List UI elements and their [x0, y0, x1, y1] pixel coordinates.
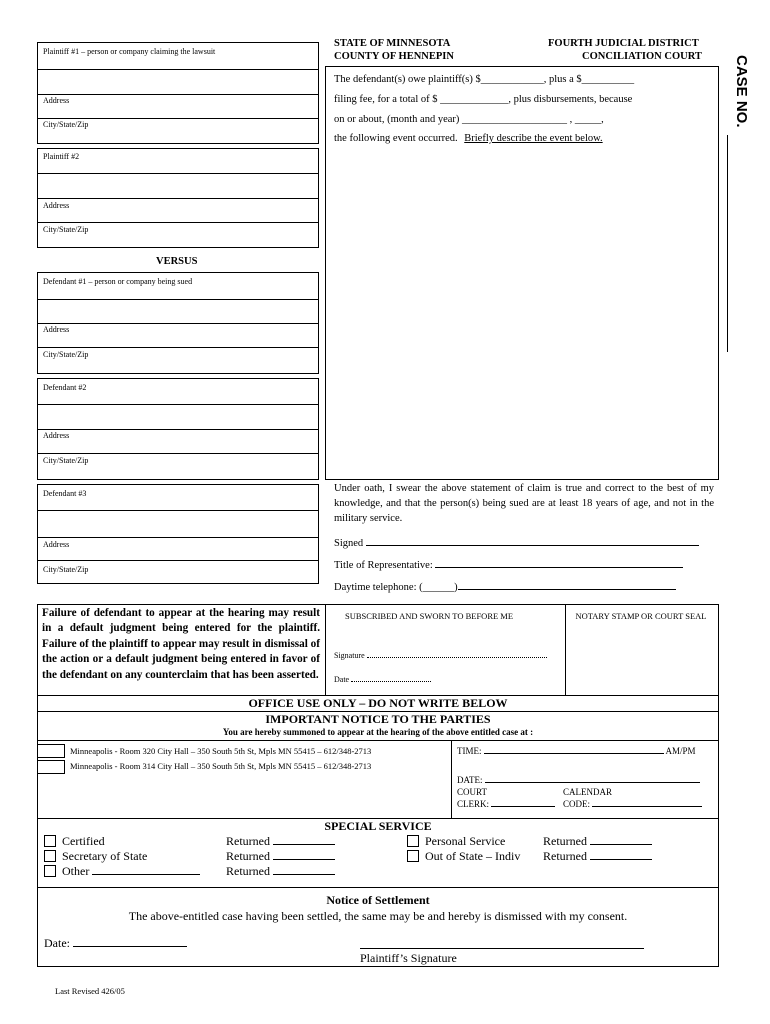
clerk-label: CLERK:: [457, 799, 490, 809]
defendant3-address-label: Address: [43, 540, 70, 549]
plaintiff2-address-label: Address: [43, 201, 70, 210]
oath-statement: Under oath, I swear the above statement of claim is true and correct to the best of my knowledge, and that the person(s) being sued are at least 18 years of age, and not in the military service.: [334, 483, 714, 524]
code-label: CODE:: [563, 799, 590, 809]
location1-checkbox[interactable]: [37, 744, 65, 758]
defendant2-address-label: Address: [43, 431, 70, 440]
claim-line-2: filing fee, for a total of $ _____________, plus disbursements, because: [334, 94, 633, 105]
plaintiff1-address-label: Address: [43, 96, 70, 105]
phone-label: Daytime telephone: (______): [334, 582, 458, 593]
defendant3-city-label: City/State/Zip: [43, 565, 89, 574]
notary-seal-label: NOTARY STAMP OR COURT SEAL: [575, 611, 707, 621]
warning-text: Failure of defendant to appear at the hearing may result in a default judgment being entered for the plaintiff. Failure of the plaintiff to appear may result in dismissal of the action or a default judgment being entered in favor of the defendant on any counterclaim that has been asserted.: [42, 607, 320, 681]
sworn-signature-label: Signature: [334, 651, 365, 660]
notice-title: IMPORTANT NOTICE TO THE PARTIES: [265, 712, 491, 726]
settlement-title: Notice of Settlement: [326, 893, 430, 907]
last-revised: Last Revised 426/05: [55, 986, 125, 996]
settlement-date-row: [44, 936, 187, 951]
state-label: STATE OF MINNESOTA: [334, 38, 451, 49]
signed-label: Signed: [334, 538, 364, 549]
returned-field-3[interactable]: [273, 873, 335, 875]
calendar-label: CALENDAR: [563, 787, 612, 797]
case-no-label: CASE NO.: [733, 55, 750, 128]
clerk-field[interactable]: [491, 805, 555, 807]
other-label: Other: [62, 864, 90, 878]
defendant3-label: Defendant #3: [43, 489, 87, 498]
phone-field[interactable]: [458, 588, 676, 590]
out-of-state-label: Out of State – Indiv: [425, 849, 521, 863]
returned-field-2[interactable]: [273, 858, 335, 860]
sworn-title: SUBSCRIBED AND SWORN TO BEFORE ME: [345, 611, 514, 621]
office-use-title: OFFICE USE ONLY – DO NOT WRITE BELOW: [248, 696, 508, 710]
plaintiff2-city-label: City/State/Zip: [43, 225, 89, 234]
other-field[interactable]: [92, 873, 200, 875]
district-label: FOURTH JUDICIAL DISTRICT: [548, 38, 699, 49]
returned-row-4: [543, 834, 652, 849]
summons-text: You are hereby summoned to appear at the hearing of the above entitled case at :: [222, 727, 534, 737]
settlement-text: The above-entitled case having been settled, the same may be and hereby is dismissed with my consent.: [128, 909, 628, 923]
settlement-date-field[interactable]: [73, 945, 187, 947]
claim-line-4: [334, 133, 603, 144]
sworn-date-label: Date: [334, 675, 350, 684]
claim-description-field[interactable]: [330, 152, 714, 474]
returned-field-4[interactable]: [590, 843, 652, 845]
plaintiff-signature-label: Plaintiff’s Signature: [360, 951, 457, 965]
versus-label: VERSUS: [156, 256, 198, 267]
location1-text: Minneapolis - Room 320 City Hall – 350 South 5th St, Mpls MN 55415 – 612/348-2713: [70, 746, 372, 756]
case-no-line: [727, 135, 728, 352]
certified-label: Certified: [62, 834, 105, 848]
hearing-date-label: DATE:: [457, 775, 483, 785]
location2-checkbox[interactable]: [37, 760, 65, 774]
hearing-date-row: [457, 775, 700, 785]
defendant2-city-label: City/State/Zip: [43, 456, 89, 465]
plaintiff1-name-field[interactable]: [38, 70, 318, 93]
secretary-checkbox[interactable]: [44, 850, 56, 862]
returned-row-2: [226, 849, 335, 864]
plaintiff1-city-label: City/State/Zip: [43, 120, 89, 129]
defendant1-city-label: City/State/Zip: [43, 350, 89, 359]
other-row: [62, 864, 200, 879]
title-row: [334, 560, 683, 571]
location2-text: Minneapolis - Room 314 City Hall – 350 South 5th St, Mpls MN 55415 – 612/348-2713: [70, 761, 372, 771]
clerk-row: [457, 799, 555, 809]
returned-label-3: Returned: [226, 864, 270, 878]
court-label: CONCILIATION COURT: [582, 51, 702, 62]
signed-row: [334, 538, 699, 549]
sworn-signature-row: [334, 651, 547, 660]
personal-service-label: Personal Service: [425, 834, 506, 848]
settlement-date-label: Date:: [44, 936, 70, 950]
personal-service-checkbox[interactable]: [407, 835, 419, 847]
time-row: [457, 746, 696, 756]
returned-row-5: [543, 849, 652, 864]
plaintiff-signature-field[interactable]: [360, 948, 644, 949]
returned-label-4: Returned: [543, 834, 587, 848]
returned-label-1: Returned: [226, 834, 270, 848]
defendant2-name-field[interactable]: [38, 405, 318, 428]
defendant1-label: Defendant #1 – person or company being sued: [43, 277, 193, 286]
sworn-signature-field[interactable]: [367, 656, 547, 658]
case-number-area: [722, 55, 752, 355]
other-checkbox[interactable]: [44, 865, 56, 877]
plaintiff2-label: Plaintiff #2: [43, 152, 80, 161]
defendant3-name-field[interactable]: [38, 511, 318, 536]
sworn-date-row: [334, 675, 431, 684]
time-field[interactable]: [484, 752, 664, 754]
returned-label-2: Returned: [226, 849, 270, 863]
out-of-state-checkbox[interactable]: [407, 850, 419, 862]
sworn-date-field[interactable]: [351, 680, 431, 682]
plaintiff1-label: Plaintiff #1 – person or company claiming the lawsuit: [43, 47, 216, 56]
returned-label-5: Returned: [543, 849, 587, 863]
time-label: TIME:: [457, 746, 482, 756]
county-label: COUNTY OF HENNEPIN: [334, 51, 454, 62]
claim-line-1: The defendant(s) owe plaintiff(s) $____________, plus a $__________: [334, 74, 635, 85]
secretary-label: Secretary of State: [62, 849, 148, 863]
special-service-title: SPECIAL SERVICE: [324, 819, 432, 833]
plaintiff2-name-field[interactable]: [38, 174, 318, 197]
code-row: [563, 799, 702, 809]
title-field[interactable]: [435, 566, 683, 568]
phone-row: [334, 582, 676, 593]
returned-field-1[interactable]: [273, 843, 335, 845]
title-label: Title of Representative:: [334, 560, 433, 571]
claim-line-3: on or about, (month and year) ____________________ , _____,: [334, 114, 604, 125]
defendant1-name-field[interactable]: [38, 300, 318, 322]
code-field[interactable]: [592, 805, 702, 807]
defendant2-label: Defendant #2: [43, 383, 87, 392]
defendant1-address-label: Address: [43, 325, 70, 334]
claim-describe-instruction: Briefly describe the event below.: [464, 133, 603, 144]
returned-row-3: [226, 864, 335, 879]
court-label-office: COURT: [457, 787, 487, 797]
claim-line-4-prefix: the following event occurred.: [334, 133, 458, 144]
hearing-date-field[interactable]: [485, 781, 700, 783]
returned-field-5[interactable]: [590, 858, 652, 860]
signed-field[interactable]: [366, 544, 699, 546]
certified-checkbox[interactable]: [44, 835, 56, 847]
returned-row-1: [226, 834, 335, 849]
ampm-label: AM/PM: [665, 746, 696, 756]
